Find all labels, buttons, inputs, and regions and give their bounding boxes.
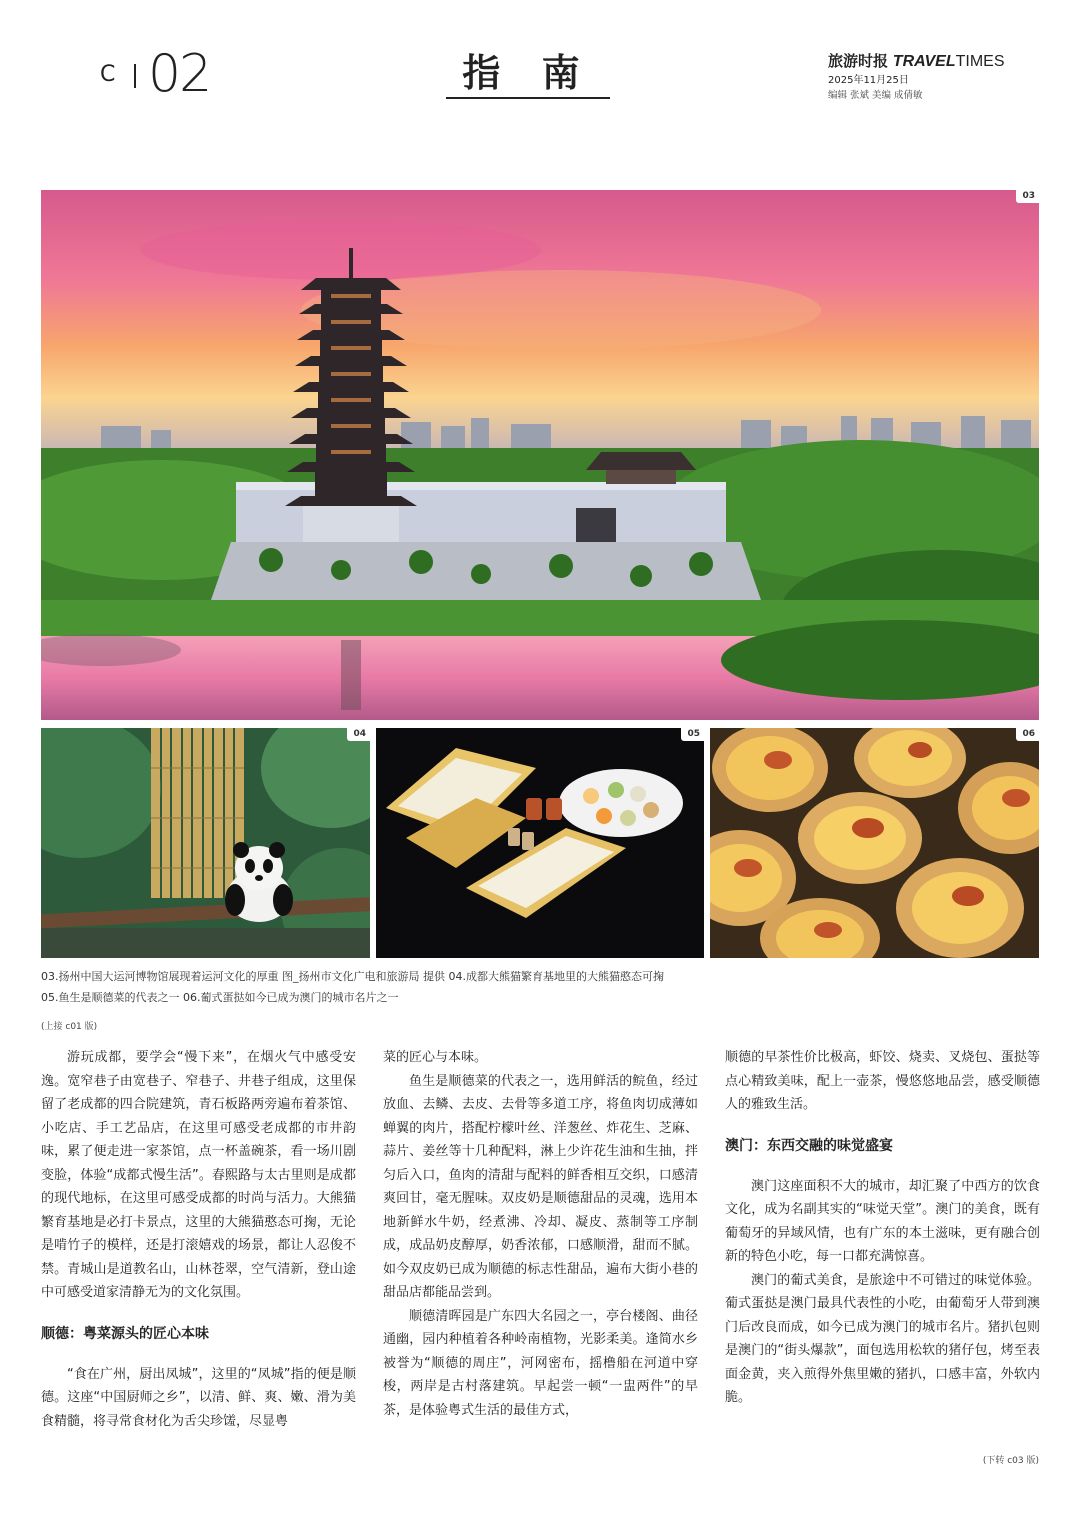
section-number: 02 xyxy=(148,44,211,104)
photo-number: 06 xyxy=(1016,728,1039,741)
article-column-1 xyxy=(41,1046,356,1433)
paragraph: 游玩成都，要学会“慢下来”，在烟火气中感受安逸。宽窄巷子由宽巷子、窄巷子、井巷子组成，这里保留了老成都的四合院建筑，青石板路两旁遍布着茶馆、小吃店、手工艺品店，在这里可感受老成都的市井韵味，累了便走进一家茶馆，点一杯盖碗茶，看一场川剧变脸，体验“成都式慢生活”。春熙路与太古里则是成都的现代地标，在这里可感受成都的时尚与活力。大熊猫繁育基地是必打卡景点，这里的大熊猫憨态可掬，无论是啃竹子的模样，还是打滚嬉戏的场景，都让人忍俊不禁。青城山是道教名山，山林苍翠，空气清新，登山途中可感受道家清静无为的文化氛围。 xyxy=(41,1050,356,1300)
article-column-3 xyxy=(725,1046,1040,1410)
section-divider xyxy=(134,64,136,88)
photo-number: 05 xyxy=(681,728,704,741)
paragraph: “食在广州，厨出凤城”，这里的“凤城”指的便是顺德。这座“中国厨师之乡”，以清、鲜、爽、嫩、滑为美食精髓，将寻常食材化为舌尖珍馐，尽显粤 xyxy=(41,1366,356,1429)
masthead xyxy=(828,50,1005,71)
paragraph: 顺德清晖园是广东四大名园之一，亭台楼阁、曲径通幽，园内种植着各种岭南植物，光影柔美。逢简水乡被誉为“顺德的周庄”，河网密布，摇橹船在河道中穿梭，两岸是古村落建筑。早起尝一顿“一盅两件”的早茶，是体验粤式生活的最佳方式， xyxy=(383,1308,698,1418)
continued-from-note: (上接 c01 版) xyxy=(41,1022,98,1032)
continued-to-note: (下转 c03 版) xyxy=(982,1456,1039,1466)
caption-line-1: 03.扬州中国大运河博物馆展现着运河文化的厚重 图_扬州市文化广电和旅游局 提供 04.成都大熊猫繁育基地里的大熊猫憨态可掬 xyxy=(41,970,664,983)
section-heading-macau: 澳门：东西交融的味觉盛宴 xyxy=(725,1137,893,1154)
paragraph: 澳门这座面积不大的城市，却汇聚了中西方的饮食文化，成为名副其实的“味觉天堂”。澳门的美食，既有葡萄牙的异域风情，也有广东的本土滋味，更有融合创新的特色小吃，每一口都充满惊喜。 xyxy=(725,1178,1040,1264)
section-letter: C xyxy=(100,62,116,87)
photo-panda xyxy=(41,728,370,958)
paragraph: 菜的匠心与本味。 xyxy=(383,1050,488,1065)
photo-egg-tarts xyxy=(710,728,1039,958)
paper-name-en-bold: TRAVEL xyxy=(892,53,956,70)
caption-line-2: 05.鱼生是顺德菜的代表之一 06.葡式蛋挞如今已成为澳门的城市名片之一 xyxy=(41,991,399,1004)
publication-date: 2025年11月25日 xyxy=(828,75,909,86)
photo-fish-sashimi xyxy=(376,728,704,958)
article-column-2 xyxy=(383,1046,698,1422)
fish-sashimi-illustration xyxy=(376,728,704,958)
egg-tarts-illustration xyxy=(710,728,1039,958)
photo-captions xyxy=(41,966,664,1008)
canal-museum-illustration xyxy=(41,190,1039,720)
title-underline xyxy=(446,97,610,99)
photo-number: 03 xyxy=(1016,190,1039,203)
paragraph: 鱼生是顺德菜的代表之一，选用鲜活的鲩鱼，经过放血、去鳞、去皮、去骨等多道工序，将鱼肉切成薄如蝉翼的肉片，搭配柠檬叶丝、洋葱丝、炸花生、芝麻、蒜片、姜丝等十几种配料，淋上少许花生油和生抽，拌匀后入口，鱼肉的清甜与配料的鲜香相互交织，口感清爽回甘，毫无腥味。双皮奶是顺德甜品的灵魂，选用本地新鲜水牛奶，经煮沸、冷却、凝皮、蒸制等工序制成，成品奶皮醇厚，奶香浓郁，口感顺滑，甜而不腻。如今双皮奶已成为顺德的标志性甜品，遍布大街小巷的甜品店都能品尝到。 xyxy=(383,1073,698,1300)
photo-number: 04 xyxy=(347,728,370,741)
panda-illustration xyxy=(41,728,370,958)
paragraph: 澳门的葡式美食，是旅途中不可错过的味觉体验。葡式蛋挞是澳门最具代表性的小吃，由葡萄牙人带到澳门后改良而成，如今已成为澳门的城市名片。猪扒包则是澳门的“街头爆款”，面包选用松软的猪仔包，烤至表面金黄，夹入煎得外焦里嫩的猪扒，口感丰富，外软内脆。 xyxy=(725,1272,1040,1405)
editors-credit: 编辑 张斌 美编 成倩敏 xyxy=(828,90,923,101)
paper-name-cn: 旅游时报 xyxy=(828,52,889,70)
page-title: 指 南 xyxy=(462,50,594,95)
paper-name-en: TIMES xyxy=(955,53,1005,70)
photo-canal-museum xyxy=(41,190,1039,720)
section-heading-shunde: 顺德：粤菜源头的匠心本味 xyxy=(41,1325,209,1342)
paragraph: 顺德的早茶性价比极高，虾饺、烧卖、叉烧包、蛋挞等点心精致美味，配上一壶茶，慢悠悠地品尝，感受顺德人的雅致生活。 xyxy=(725,1050,1040,1112)
